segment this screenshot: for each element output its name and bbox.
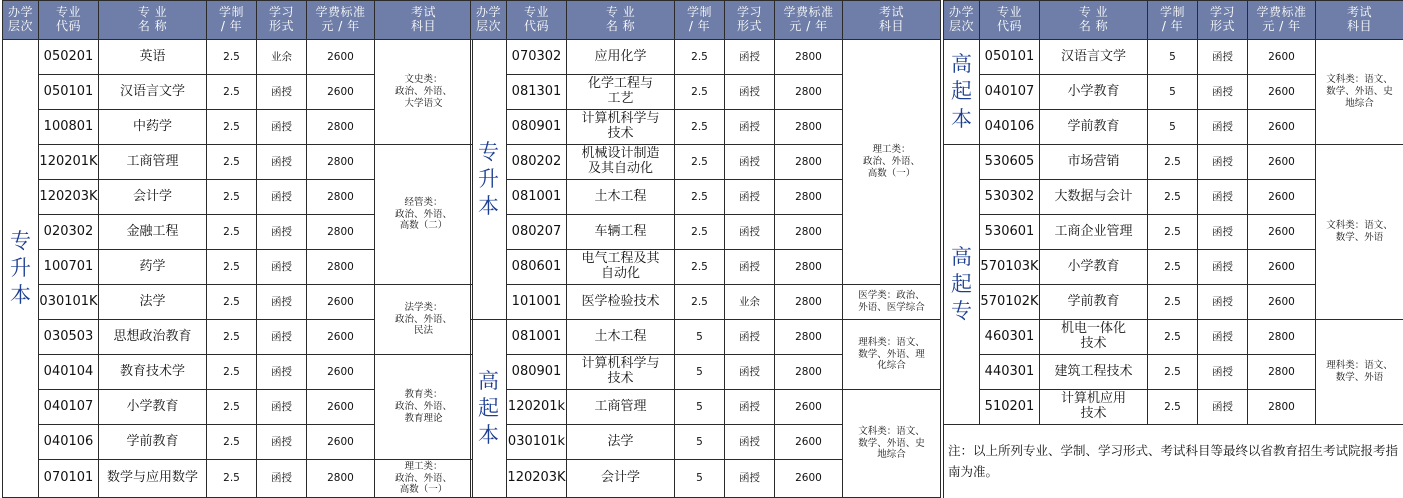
study-mode: 函授 xyxy=(257,180,307,215)
fee: 2800 xyxy=(775,180,843,215)
major-name: 市场营销 xyxy=(1040,145,1148,180)
header-exam: 考试 科目 xyxy=(375,1,473,40)
exam-subjects: 法学类： 政治、外语、 民法 xyxy=(375,285,473,355)
fee: 2800 xyxy=(775,110,843,145)
years: 2.5 xyxy=(1148,180,1198,215)
years: 2.5 xyxy=(675,215,725,250)
major-code: 050101 xyxy=(39,75,99,110)
fee: 2800 xyxy=(1248,320,1316,355)
table-row xyxy=(944,145,1403,180)
fee: 2800 xyxy=(1248,355,1316,390)
major-name: 汉语言文学 xyxy=(1040,40,1148,75)
table-row xyxy=(3,145,473,180)
study-mode: 函授 xyxy=(725,180,775,215)
major-code: 080202 xyxy=(507,145,567,180)
major-code: 081301 xyxy=(507,75,567,110)
major-code: 440301 xyxy=(980,355,1040,390)
major-name: 教育技术学 xyxy=(99,355,207,390)
major-name: 思想政治教育 xyxy=(99,320,207,355)
major-code: 040107 xyxy=(980,75,1040,110)
major-name: 会计学 xyxy=(99,180,207,215)
header-fee: 学费标准 元 / 年 xyxy=(775,1,843,40)
major-code: 570103K xyxy=(980,250,1040,285)
study-mode: 函授 xyxy=(257,145,307,180)
exam-subjects: 经管类： 政治、外语、 高数（二） xyxy=(375,145,473,285)
major-name: 工商企业管理 xyxy=(1040,215,1148,250)
major-code: 081001 xyxy=(507,320,567,355)
table-row xyxy=(471,285,941,320)
table-row xyxy=(3,40,473,75)
fee: 2800 xyxy=(775,320,843,355)
major-code: 080601 xyxy=(507,250,567,285)
major-name: 工商管理 xyxy=(99,145,207,180)
years: 5 xyxy=(1148,110,1198,145)
fee: 2800 xyxy=(775,145,843,180)
years: 2.5 xyxy=(675,75,725,110)
study-mode: 函授 xyxy=(1198,40,1248,75)
study-mode: 函授 xyxy=(725,320,775,355)
major-name: 会计学 xyxy=(567,460,675,498)
exam-subjects: 文史类： 政治、外语、 大学语文 xyxy=(375,40,473,145)
years: 2.5 xyxy=(207,145,257,180)
study-mode: 函授 xyxy=(257,460,307,498)
major-name: 法学 xyxy=(99,285,207,320)
major-name: 英语 xyxy=(99,40,207,75)
years: 2.5 xyxy=(207,460,257,498)
fee: 2600 xyxy=(307,425,375,460)
study-mode: 函授 xyxy=(1198,145,1248,180)
exam-subjects: 理科类：语文、 数学、外语、理 化综合 xyxy=(843,320,941,390)
study-mode: 函授 xyxy=(257,75,307,110)
fee: 2600 xyxy=(775,460,843,498)
major-name: 药学 xyxy=(99,250,207,285)
table-row xyxy=(3,285,473,320)
major-code: 030101k xyxy=(507,425,567,460)
fee: 2600 xyxy=(1248,215,1316,250)
study-mode: 函授 xyxy=(257,425,307,460)
table-row xyxy=(471,40,941,75)
table-zhuanshengben-2-gaoqiben xyxy=(470,0,941,498)
major-name: 计算机科学与 技术 xyxy=(567,355,675,390)
study-mode: 函授 xyxy=(257,320,307,355)
fee: 2800 xyxy=(307,215,375,250)
fee: 2600 xyxy=(1248,40,1316,75)
table-row xyxy=(944,40,1403,75)
major-name: 工商管理 xyxy=(567,390,675,425)
header-fee: 学费标准 元 / 年 xyxy=(1248,1,1316,40)
table-row xyxy=(3,460,473,498)
header-years: 学制 / 年 xyxy=(1148,1,1198,40)
years: 2.5 xyxy=(675,285,725,320)
major-name: 学前教育 xyxy=(1040,285,1148,320)
years: 2.5 xyxy=(207,215,257,250)
footnote-row xyxy=(944,425,1403,498)
exam-subjects: 理工类： 政治、外语、 高数（一） xyxy=(375,460,473,498)
major-name: 土木工程 xyxy=(567,320,675,355)
major-code: 050201 xyxy=(39,40,99,75)
fee: 2800 xyxy=(775,40,843,75)
major-code: 050101 xyxy=(980,40,1040,75)
major-name: 数学与应用数学 xyxy=(99,460,207,498)
header-fee: 学费标准 元 / 年 xyxy=(307,1,375,40)
header-mode: 学习 形式 xyxy=(725,1,775,40)
major-name: 建筑工程技术 xyxy=(1040,355,1148,390)
table-zhuanshengben-1 xyxy=(2,0,473,498)
fee: 2800 xyxy=(307,145,375,180)
table-gaoqiben-gaoqizhuan xyxy=(943,0,1403,498)
years: 5 xyxy=(675,460,725,498)
major-code: 530601 xyxy=(980,215,1040,250)
study-mode: 函授 xyxy=(1198,320,1248,355)
fee: 2600 xyxy=(1248,250,1316,285)
major-name: 小学教育 xyxy=(99,390,207,425)
study-mode: 函授 xyxy=(1198,180,1248,215)
years: 2.5 xyxy=(675,250,725,285)
exam-subjects: 文科类：语文、 数学、外语、史 地综合 xyxy=(1316,40,1403,145)
study-mode: 函授 xyxy=(1198,75,1248,110)
major-code: 020302 xyxy=(39,215,99,250)
fee: 2800 xyxy=(775,215,843,250)
years: 2.5 xyxy=(207,425,257,460)
header-name: 专 业 名 称 xyxy=(99,1,207,40)
fee: 2600 xyxy=(775,390,843,425)
study-mode: 函授 xyxy=(1198,110,1248,145)
header-code: 专业 代码 xyxy=(39,1,99,40)
years: 2.5 xyxy=(675,110,725,145)
years: 2.5 xyxy=(207,180,257,215)
major-code: 040106 xyxy=(39,425,99,460)
header-years: 学制 / 年 xyxy=(675,1,725,40)
fee: 2600 xyxy=(1248,285,1316,320)
table-header xyxy=(944,1,1403,40)
major-code: 070101 xyxy=(39,460,99,498)
fee: 2600 xyxy=(1248,180,1316,215)
fee: 2600 xyxy=(307,320,375,355)
major-code: 120201k xyxy=(507,390,567,425)
level-label: 高 起 本 xyxy=(944,40,980,145)
study-mode: 函授 xyxy=(1198,390,1248,425)
study-mode: 函授 xyxy=(725,110,775,145)
header-exam: 考试 科目 xyxy=(1316,1,1403,40)
table-row xyxy=(471,390,941,425)
level-label: 高 起 本 xyxy=(471,320,507,498)
study-mode: 函授 xyxy=(725,75,775,110)
major-code: 080207 xyxy=(507,215,567,250)
major-code: 530302 xyxy=(980,180,1040,215)
header-level: 办学 层次 xyxy=(471,1,507,40)
years: 2.5 xyxy=(1148,355,1198,390)
years: 5 xyxy=(675,355,725,390)
fee: 2600 xyxy=(307,285,375,320)
major-name: 中药学 xyxy=(99,110,207,145)
years: 2.5 xyxy=(207,250,257,285)
fee: 2800 xyxy=(775,355,843,390)
study-mode: 函授 xyxy=(725,145,775,180)
major-name: 化学工程与 工艺 xyxy=(567,75,675,110)
years: 2.5 xyxy=(207,75,257,110)
major-name: 土木工程 xyxy=(567,180,675,215)
exam-subjects: 文科类：语文、 数学、外语、史 地综合 xyxy=(843,390,941,498)
major-name: 大数据与会计 xyxy=(1040,180,1148,215)
years: 2.5 xyxy=(207,110,257,145)
fee: 2600 xyxy=(1248,75,1316,110)
major-name: 医学检验技术 xyxy=(567,285,675,320)
major-code: 530605 xyxy=(980,145,1040,180)
header-mode: 学习 形式 xyxy=(1198,1,1248,40)
fee: 2800 xyxy=(307,180,375,215)
study-mode: 函授 xyxy=(257,110,307,145)
header-code: 专业 代码 xyxy=(507,1,567,40)
major-name: 机械设计制造 及其自动化 xyxy=(567,145,675,180)
fee: 2800 xyxy=(307,110,375,145)
study-mode: 函授 xyxy=(257,250,307,285)
years: 5 xyxy=(1148,75,1198,110)
major-name: 小学教育 xyxy=(1040,75,1148,110)
fee: 2600 xyxy=(307,40,375,75)
major-code: 040106 xyxy=(980,110,1040,145)
study-mode: 函授 xyxy=(1198,285,1248,320)
years: 5 xyxy=(675,390,725,425)
major-code: 100701 xyxy=(39,250,99,285)
header-mode: 学习 形式 xyxy=(257,1,307,40)
table-row xyxy=(944,320,1403,355)
years: 2.5 xyxy=(675,40,725,75)
major-code: 120201K xyxy=(39,145,99,180)
study-mode: 函授 xyxy=(725,460,775,498)
study-mode: 函授 xyxy=(725,390,775,425)
header-code: 专业 代码 xyxy=(980,1,1040,40)
fee: 2800 xyxy=(1248,390,1316,425)
exam-subjects: 医学类：政治、 外语、医学综合 xyxy=(843,285,941,320)
major-code: 570102K xyxy=(980,285,1040,320)
major-name: 机电一体化 技术 xyxy=(1040,320,1148,355)
header-level: 办学 层次 xyxy=(944,1,980,40)
years: 2.5 xyxy=(207,285,257,320)
table-header xyxy=(471,1,941,40)
study-mode: 函授 xyxy=(257,215,307,250)
years: 2.5 xyxy=(1148,215,1198,250)
major-name: 应用化学 xyxy=(567,40,675,75)
header-level: 办学 层次 xyxy=(3,1,39,40)
years: 2.5 xyxy=(207,40,257,75)
major-name: 电气工程及其 自动化 xyxy=(567,250,675,285)
years: 2.5 xyxy=(675,145,725,180)
years: 2.5 xyxy=(675,180,725,215)
footnote: 注：以上所列专业、学制、学习形式、考试科目等最终以省教育招生考试院报考指南为准。 xyxy=(944,425,1403,498)
level-label: 专 升 本 xyxy=(471,40,507,320)
years: 2.5 xyxy=(1148,250,1198,285)
fee: 2600 xyxy=(307,355,375,390)
header-years: 学制 / 年 xyxy=(207,1,257,40)
major-name: 计算机应用 技术 xyxy=(1040,390,1148,425)
study-mode: 函授 xyxy=(725,40,775,75)
major-name: 法学 xyxy=(567,425,675,460)
major-code: 120203K xyxy=(507,460,567,498)
level-label: 高 起 专 xyxy=(944,145,980,425)
major-code: 460301 xyxy=(980,320,1040,355)
major-name: 金融工程 xyxy=(99,215,207,250)
major-name: 计算机科学与 技术 xyxy=(567,110,675,145)
major-code: 510201 xyxy=(980,390,1040,425)
major-code: 040107 xyxy=(39,390,99,425)
fee: 2800 xyxy=(775,75,843,110)
major-code: 081001 xyxy=(507,180,567,215)
study-mode: 函授 xyxy=(725,250,775,285)
study-mode: 业余 xyxy=(725,285,775,320)
major-code: 101001 xyxy=(507,285,567,320)
years: 2.5 xyxy=(1148,390,1198,425)
study-mode: 函授 xyxy=(1198,215,1248,250)
years: 2.5 xyxy=(207,320,257,355)
years: 5 xyxy=(675,320,725,355)
major-code: 040104 xyxy=(39,355,99,390)
major-name: 学前教育 xyxy=(1040,110,1148,145)
fee: 2600 xyxy=(1248,110,1316,145)
exam-subjects: 教育类： 政治、外语、 教育理论 xyxy=(375,355,473,460)
years: 5 xyxy=(1148,40,1198,75)
table-row xyxy=(471,320,941,355)
years: 5 xyxy=(675,425,725,460)
major-name: 学前教育 xyxy=(99,425,207,460)
fee: 2600 xyxy=(307,75,375,110)
study-mode: 函授 xyxy=(257,355,307,390)
fee: 2800 xyxy=(307,250,375,285)
study-mode: 函授 xyxy=(1198,355,1248,390)
years: 2.5 xyxy=(1148,320,1198,355)
study-mode: 函授 xyxy=(257,390,307,425)
fee: 2600 xyxy=(775,425,843,460)
table-row xyxy=(3,355,473,390)
years: 2.5 xyxy=(207,390,257,425)
study-mode: 函授 xyxy=(725,425,775,460)
major-code: 120203K xyxy=(39,180,99,215)
header-name: 专 业 名 称 xyxy=(567,1,675,40)
major-name: 小学教育 xyxy=(1040,250,1148,285)
years: 2.5 xyxy=(207,355,257,390)
major-code: 030101K xyxy=(39,285,99,320)
study-mode: 函授 xyxy=(725,215,775,250)
fee: 2600 xyxy=(307,390,375,425)
exam-subjects: 理工类： 政治、外语、 高数（一） xyxy=(843,40,941,285)
exam-subjects: 文科类：语文、 数学、外语 xyxy=(1316,145,1403,320)
major-code: 030503 xyxy=(39,320,99,355)
exam-subjects: 理科类：语文、 数学、外语 xyxy=(1316,320,1403,425)
major-code: 080901 xyxy=(507,110,567,145)
header-exam: 考试 科目 xyxy=(843,1,941,40)
study-mode: 业余 xyxy=(257,40,307,75)
major-name: 车辆工程 xyxy=(567,215,675,250)
table-header xyxy=(3,1,473,40)
major-code: 070302 xyxy=(507,40,567,75)
fee: 2800 xyxy=(775,285,843,320)
study-mode: 函授 xyxy=(257,285,307,320)
fee: 2600 xyxy=(1248,145,1316,180)
header-name: 专 业 名 称 xyxy=(1040,1,1148,40)
fee: 2800 xyxy=(775,250,843,285)
years: 2.5 xyxy=(1148,145,1198,180)
fee: 2800 xyxy=(307,460,375,498)
level-label: 专 升 本 xyxy=(3,40,39,498)
study-mode: 函授 xyxy=(725,355,775,390)
major-code: 100801 xyxy=(39,110,99,145)
major-name: 汉语言文学 xyxy=(99,75,207,110)
major-code: 080901 xyxy=(507,355,567,390)
years: 2.5 xyxy=(1148,285,1198,320)
study-mode: 函授 xyxy=(1198,250,1248,285)
